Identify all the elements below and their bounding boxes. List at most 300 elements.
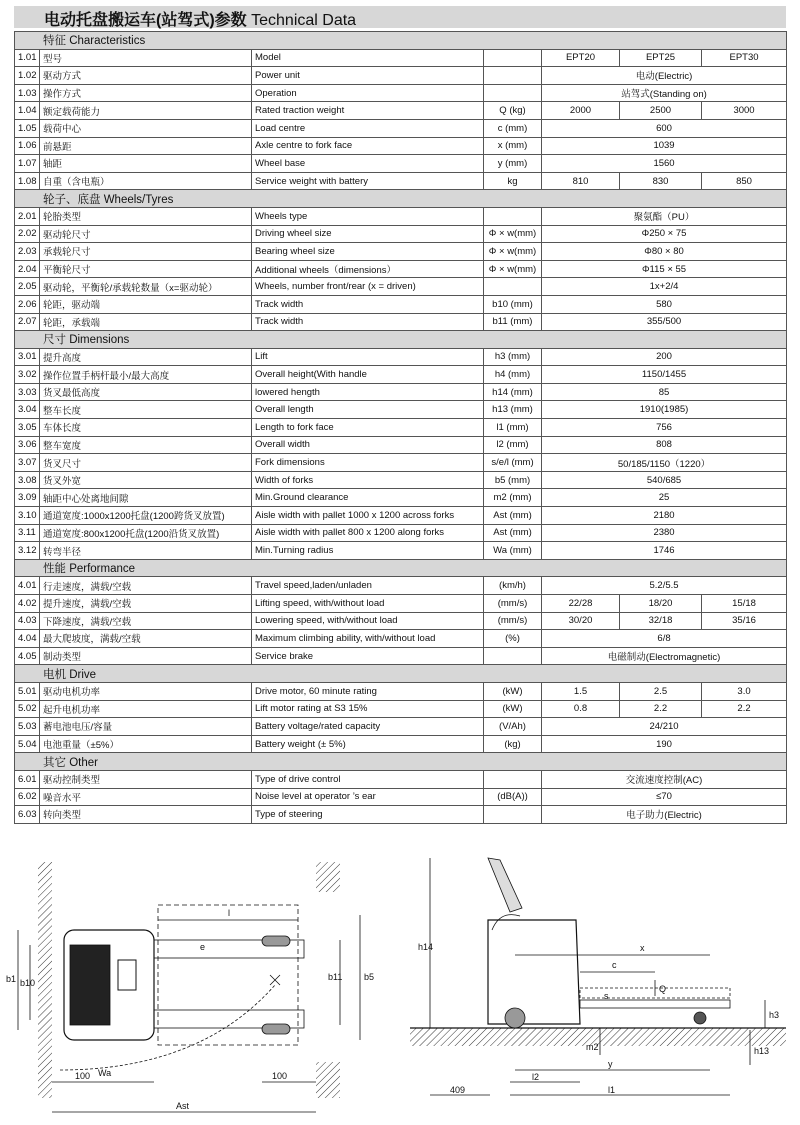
cell-no: 2.06	[15, 295, 40, 313]
cell-no: 6.03	[15, 806, 40, 824]
cell-cn: 车体长度	[40, 419, 252, 437]
label-y: y	[608, 1059, 613, 1069]
cell-cn: 起升电机功率	[40, 700, 252, 718]
cell-unit: s/e/l (mm)	[484, 454, 542, 472]
cell-en: Lift motor rating at S3 15%	[252, 700, 484, 718]
spec-row	[15, 612, 787, 630]
section-header-label: 轮子、底盘 Wheels/Tyres	[15, 190, 787, 208]
cell-unit: Φ × w(mm)	[484, 260, 542, 278]
cell-value: 1560	[542, 155, 787, 173]
cell-cn: 轮距，承载端	[40, 313, 252, 331]
label-100a: 100	[75, 1071, 91, 1081]
section-header	[15, 190, 787, 208]
cell-value: Φ250 × 75	[542, 225, 787, 243]
cell-no: 4.04	[15, 630, 40, 648]
cell-unit	[484, 806, 542, 824]
label-wa: Wa	[98, 1068, 112, 1078]
cell-value: 3.0	[702, 682, 787, 700]
cell-cn: 前悬距	[40, 137, 252, 155]
label-h14: h14	[418, 942, 434, 952]
cell-unit	[484, 770, 542, 788]
cell-value: 540/685	[542, 471, 787, 489]
cell-value: 电动(Electric)	[542, 67, 787, 85]
cell-no: 2.05	[15, 278, 40, 296]
cell-unit: kg	[484, 172, 542, 190]
cell-en: Service weight with battery	[252, 172, 484, 190]
cell-cn: 转向类型	[40, 806, 252, 824]
spec-row	[15, 84, 787, 102]
cell-no: 1.06	[15, 137, 40, 155]
cell-value: 电磁制动(Electromagnetic)	[542, 647, 787, 665]
spec-row	[15, 542, 787, 560]
cell-value: 32/18	[620, 612, 702, 630]
tiller-handle	[488, 858, 522, 912]
cell-unit: (%)	[484, 630, 542, 648]
cell-value: EPT25	[620, 49, 702, 67]
cell-cn: 驱动轮，平衡轮/承载轮数量（x=驱动轮）	[40, 278, 252, 296]
mast-side	[492, 915, 520, 930]
spec-row	[15, 295, 787, 313]
cell-no: 6.01	[15, 770, 40, 788]
cell-cn: 载荷中心	[40, 119, 252, 137]
label-b11: b11	[328, 972, 343, 982]
cell-en: Bearing wheel size	[252, 243, 484, 261]
cell-en: Lifting speed, with/without load	[252, 595, 484, 613]
cell-unit: y (mm)	[484, 155, 542, 173]
spec-row	[15, 243, 787, 261]
cell-unit	[484, 67, 542, 85]
label-ast: Ast	[176, 1101, 190, 1111]
cell-no: 5.02	[15, 700, 40, 718]
label-q: Q	[659, 984, 667, 994]
title-bar	[14, 6, 786, 28]
cell-unit: Ast (mm)	[484, 524, 542, 542]
cell-cn: 驱动电机功率	[40, 682, 252, 700]
section-header-label: 特征 Characteristics	[15, 32, 787, 50]
spec-row	[15, 102, 787, 120]
cell-value: 2000	[542, 102, 620, 120]
cell-en: Track width	[252, 295, 484, 313]
cell-en: Track width	[252, 313, 484, 331]
cell-value: 830	[620, 172, 702, 190]
cell-value: Φ80 × 80	[542, 243, 787, 261]
cell-no: 3.09	[15, 489, 40, 507]
plan-wall-bottom-right	[316, 1062, 340, 1098]
cell-en: Lift	[252, 348, 484, 366]
spec-row	[15, 489, 787, 507]
cell-en: Wheels type	[252, 207, 484, 225]
cell-value: ≤70	[542, 788, 787, 806]
cell-value: 808	[542, 436, 787, 454]
section-header-label: 尺寸 Dimensions	[15, 331, 787, 349]
cell-value: 85	[542, 383, 787, 401]
spec-row	[15, 119, 787, 137]
cell-en: Axle centre to fork face	[252, 137, 484, 155]
cell-cn: 轮胎类型	[40, 207, 252, 225]
cell-en: Load centre	[252, 119, 484, 137]
spec-row	[15, 718, 787, 736]
cell-no: 5.01	[15, 682, 40, 700]
cell-no: 6.02	[15, 788, 40, 806]
cell-value: 2500	[620, 102, 702, 120]
spec-row	[15, 278, 787, 296]
cell-unit: Φ × w(mm)	[484, 243, 542, 261]
cell-cn: 驱动方式	[40, 67, 252, 85]
spec-row	[15, 595, 787, 613]
cell-value: 810	[542, 172, 620, 190]
cell-en: Fork dimensions	[252, 454, 484, 472]
cell-en: Driving wheel size	[252, 225, 484, 243]
side-view	[410, 858, 786, 1095]
cell-unit: h14 (mm)	[484, 383, 542, 401]
cell-cn: 平衡轮尺寸	[40, 260, 252, 278]
cell-unit: Wa (mm)	[484, 542, 542, 560]
spec-row	[15, 507, 787, 525]
cell-en: Maximum climbing ability, with/without load	[252, 630, 484, 648]
cell-cn: 蓄电池电压/容量	[40, 718, 252, 736]
cell-cn: 噪音水平	[40, 788, 252, 806]
cell-no: 1.04	[15, 102, 40, 120]
cell-no: 3.10	[15, 507, 40, 525]
cell-value: 电子助力(Electric)	[542, 806, 787, 824]
cell-unit: h13 (mm)	[484, 401, 542, 419]
cell-en: Length to fork face	[252, 419, 484, 437]
spec-row	[15, 735, 787, 753]
cell-en: Travel speed,laden/unladen	[252, 577, 484, 595]
cell-no: 3.05	[15, 419, 40, 437]
cell-value: 1x+2/4	[542, 278, 787, 296]
cell-en: Overall length	[252, 401, 484, 419]
cell-value: 0.8	[542, 700, 620, 718]
technical-drawings	[0, 850, 800, 1125]
cell-en: Type of drive control	[252, 770, 484, 788]
cell-no: 3.04	[15, 401, 40, 419]
cell-unit: (V/Ah)	[484, 718, 542, 736]
cell-value: 1910(1985)	[542, 401, 787, 419]
cell-cn: 轮距，驱动端	[40, 295, 252, 313]
cell-value: 交流速度控制(AC)	[542, 770, 787, 788]
cell-value: 1150/1455	[542, 366, 787, 384]
spec-row	[15, 67, 787, 85]
cell-no: 4.03	[15, 612, 40, 630]
label-l2: l2	[532, 1072, 540, 1082]
cell-en: Wheel base	[252, 155, 484, 173]
cell-no: 2.01	[15, 207, 40, 225]
cell-no: 4.05	[15, 647, 40, 665]
cell-en: Min.Ground clearance	[252, 489, 484, 507]
cell-unit: (kW)	[484, 682, 542, 700]
cell-no: 3.08	[15, 471, 40, 489]
truck-body-side	[488, 920, 580, 1024]
cell-unit: (dB(A))	[484, 788, 542, 806]
cell-cn: 通道宽度:1000x1200托盘(1200跨货叉放置)	[40, 507, 252, 525]
control-panel-plan	[118, 960, 136, 990]
spec-row	[15, 682, 787, 700]
cell-en: Battery voltage/rated capacity	[252, 718, 484, 736]
label-m2: m2	[586, 1042, 599, 1052]
label-s: s	[604, 991, 609, 1001]
section-header	[15, 665, 787, 683]
spec-row	[15, 770, 787, 788]
drawing-canvas	[0, 850, 800, 1125]
cell-unit: b11 (mm)	[484, 313, 542, 331]
spec-row	[15, 700, 787, 718]
label-b1: b1	[6, 974, 17, 984]
cell-value: 50/185/1150（1220）	[542, 454, 787, 472]
fork-side	[580, 1000, 730, 1008]
cell-unit	[484, 647, 542, 665]
label-c: c	[612, 960, 617, 970]
spec-row	[15, 260, 787, 278]
cell-value: 35/16	[702, 612, 787, 630]
cell-no: 5.03	[15, 718, 40, 736]
cell-value: 190	[542, 735, 787, 753]
cell-cn: 货叉最低高度	[40, 383, 252, 401]
spec-table	[14, 31, 787, 824]
cell-value: 24/210	[542, 718, 787, 736]
cell-no: 1.05	[15, 119, 40, 137]
label-h3: h3	[769, 1010, 780, 1020]
spec-row	[15, 137, 787, 155]
spec-row	[15, 348, 787, 366]
spec-row	[15, 524, 787, 542]
cell-value: 30/20	[542, 612, 620, 630]
cell-value: 5.2/5.5	[542, 577, 787, 595]
cell-value: 1039	[542, 137, 787, 155]
cell-en: Overall width	[252, 436, 484, 454]
spec-row	[15, 366, 787, 384]
cell-cn: 货叉尺寸	[40, 454, 252, 472]
title-en: Technical Data	[251, 12, 357, 29]
cell-cn: 整车长度	[40, 401, 252, 419]
cell-cn: 通道宽度:800x1200托盘(1200沿货叉放置)	[40, 524, 252, 542]
cell-value: 3000	[702, 102, 787, 120]
cell-value: 18/20	[620, 595, 702, 613]
section-header	[15, 331, 787, 349]
cell-no: 2.04	[15, 260, 40, 278]
cell-no: 3.07	[15, 454, 40, 472]
cell-no: 1.01	[15, 49, 40, 67]
cell-no: 4.02	[15, 595, 40, 613]
cell-cn: 制动类型	[40, 647, 252, 665]
plan-wall-top-right	[316, 862, 340, 892]
side-labels	[418, 942, 779, 1095]
cell-en: Type of steering	[252, 806, 484, 824]
spec-row	[15, 401, 787, 419]
cell-no: 2.02	[15, 225, 40, 243]
cell-cn: 转弯半径	[40, 542, 252, 560]
section-header-label: 性能 Performance	[15, 559, 787, 577]
cell-en: lowered hength	[252, 383, 484, 401]
cell-en: Rated traction weight	[252, 102, 484, 120]
spec-row	[15, 577, 787, 595]
load-wheel-right	[262, 1024, 290, 1034]
cell-en: Power unit	[252, 67, 484, 85]
cell-value: 580	[542, 295, 787, 313]
cell-en: Lowering speed, with/without load	[252, 612, 484, 630]
cell-unit: (mm/s)	[484, 595, 542, 613]
cell-cn: 提升速度，满载/空载	[40, 595, 252, 613]
spec-row	[15, 630, 787, 648]
cell-no: 1.02	[15, 67, 40, 85]
cell-no: 3.02	[15, 366, 40, 384]
cell-value: EPT20	[542, 49, 620, 67]
cell-value: EPT30	[702, 49, 787, 67]
cell-value: 6/8	[542, 630, 787, 648]
spec-row	[15, 207, 787, 225]
spec-row	[15, 788, 787, 806]
cell-value: 600	[542, 119, 787, 137]
cell-unit: b10 (mm)	[484, 295, 542, 313]
cell-unit: l2 (mm)	[484, 436, 542, 454]
label-b5: b5	[364, 972, 375, 982]
cell-unit: c (mm)	[484, 119, 542, 137]
cell-en: Drive motor, 60 minute rating	[252, 682, 484, 700]
cell-cn: 型号	[40, 49, 252, 67]
spec-row	[15, 313, 787, 331]
cell-unit	[484, 278, 542, 296]
section-header	[15, 559, 787, 577]
cell-cn: 自重（含电瓶）	[40, 172, 252, 190]
spec-row	[15, 49, 787, 67]
cell-en: Min.Turning radius	[252, 542, 484, 560]
cell-unit: h3 (mm)	[484, 348, 542, 366]
cell-en: Battery weight (± 5%)	[252, 735, 484, 753]
spec-row	[15, 454, 787, 472]
section-header	[15, 32, 787, 50]
spec-row	[15, 419, 787, 437]
label-100b: 100	[272, 1071, 288, 1081]
spec-row	[15, 806, 787, 824]
plan-wall-left	[38, 862, 52, 1098]
cell-cn: 额定载荷能力	[40, 102, 252, 120]
cell-unit: (mm/s)	[484, 612, 542, 630]
cell-no: 5.04	[15, 735, 40, 753]
cell-en: Service brake	[252, 647, 484, 665]
label-e: e	[200, 942, 206, 952]
cell-unit: x (mm)	[484, 137, 542, 155]
cell-cn: 货叉外宽	[40, 471, 252, 489]
cell-en: Overall height(With handle	[252, 366, 484, 384]
cell-no: 2.07	[15, 313, 40, 331]
cell-unit: m2 (mm)	[484, 489, 542, 507]
cell-no: 3.12	[15, 542, 40, 560]
cell-no: 1.07	[15, 155, 40, 173]
load-wheel-side	[694, 1012, 706, 1024]
spec-row	[15, 172, 787, 190]
cell-value: 200	[542, 348, 787, 366]
section-header-label: 其它 Other	[15, 753, 787, 771]
cell-cn: 驱动控制类型	[40, 770, 252, 788]
cell-en: Model	[252, 49, 484, 67]
spec-row	[15, 225, 787, 243]
cell-unit: Ast (mm)	[484, 507, 542, 525]
spec-row	[15, 436, 787, 454]
cell-no: 1.03	[15, 84, 40, 102]
cell-unit: (kg)	[484, 735, 542, 753]
label-409: 409	[450, 1085, 466, 1095]
cell-no: 3.03	[15, 383, 40, 401]
cell-unit: l1 (mm)	[484, 419, 542, 437]
cell-cn: 轴距	[40, 155, 252, 173]
label-b10: b10	[20, 978, 36, 988]
cell-unit	[484, 84, 542, 102]
cell-cn: 电池重量（±5%）	[40, 735, 252, 753]
cell-value: 756	[542, 419, 787, 437]
cell-value: 2.2	[702, 700, 787, 718]
cell-unit	[484, 49, 542, 67]
cell-unit: h4 (mm)	[484, 366, 542, 384]
cell-cn: 下降速度，满载/空载	[40, 612, 252, 630]
cell-value: 22/28	[542, 595, 620, 613]
title-cn: 电动托盘搬运车(站驾式)参数 Technical Data	[44, 12, 357, 29]
drive-wheel-side	[505, 1008, 525, 1028]
cell-value: 2180	[542, 507, 787, 525]
cell-value: 2.5	[620, 682, 702, 700]
plan-view	[18, 862, 360, 1112]
spec-row	[15, 383, 787, 401]
cell-value: 2380	[542, 524, 787, 542]
cell-value: 站驾式(Standing on)	[542, 84, 787, 102]
cell-cn: 整车宽度	[40, 436, 252, 454]
spec-row	[15, 647, 787, 665]
load-wheel-left	[262, 936, 290, 946]
label-l1: l1	[608, 1085, 616, 1095]
cell-value: 15/18	[702, 595, 787, 613]
label-x: x	[640, 943, 645, 953]
cell-cn: 提升高度	[40, 348, 252, 366]
cell-no: 2.03	[15, 243, 40, 261]
cell-en: Width of forks	[252, 471, 484, 489]
spec-row	[15, 471, 787, 489]
cell-unit: b5 (mm)	[484, 471, 542, 489]
label-h13: h13	[754, 1046, 770, 1056]
cell-value: 25	[542, 489, 787, 507]
cell-unit: Φ × w(mm)	[484, 225, 542, 243]
section-header-label: 电机 Drive	[15, 665, 787, 683]
cell-en: Wheels, number front/rear (x = driven)	[252, 278, 484, 296]
cell-value: Φ115 × 55	[542, 260, 787, 278]
cell-no: 3.11	[15, 524, 40, 542]
cell-value: 850	[702, 172, 787, 190]
cell-cn: 操作方式	[40, 84, 252, 102]
cell-cn: 承载轮尺寸	[40, 243, 252, 261]
label-l: l	[228, 908, 230, 918]
cell-en: Aisle width with pallet 1000 x 1200 across forks	[252, 507, 484, 525]
cell-no: 3.01	[15, 348, 40, 366]
spec-row	[15, 155, 787, 173]
cell-unit: Q (kg)	[484, 102, 542, 120]
section-header	[15, 753, 787, 771]
cell-no: 4.01	[15, 577, 40, 595]
cell-cn: 操作位置手柄杆最小/最大高度	[40, 366, 252, 384]
cell-no: 3.06	[15, 436, 40, 454]
cell-unit	[484, 207, 542, 225]
cell-value: 355/500	[542, 313, 787, 331]
cell-value: 聚氨酯（PU）	[542, 207, 787, 225]
cell-value: 1746	[542, 542, 787, 560]
drive-unit-plan	[70, 945, 110, 1025]
cell-en: Additional wheels（dimensions）	[252, 260, 484, 278]
cell-value: 1.5	[542, 682, 620, 700]
cell-unit: (km/h)	[484, 577, 542, 595]
cell-cn: 行走速度，满载/空载	[40, 577, 252, 595]
cell-en: Operation	[252, 84, 484, 102]
cell-cn: 驱动轮尺寸	[40, 225, 252, 243]
cell-en: Aisle width with pallet 800 x 1200 along forks	[252, 524, 484, 542]
cell-cn: 最大爬坡度，满载/空载	[40, 630, 252, 648]
cell-no: 1.08	[15, 172, 40, 190]
